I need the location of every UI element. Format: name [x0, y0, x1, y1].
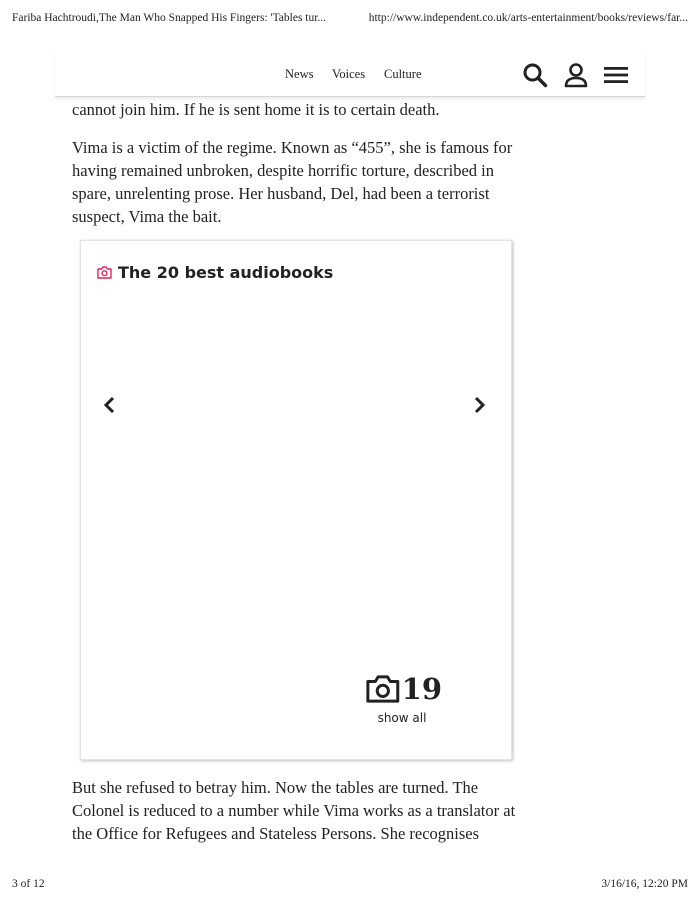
- show-all-link[interactable]: show all: [377, 711, 427, 725]
- user-icon[interactable]: [564, 62, 588, 88]
- gallery-next-arrow[interactable]: [472, 396, 486, 414]
- print-page-count: 3 of 12: [12, 878, 45, 890]
- nav-link-culture[interactable]: Culture: [384, 67, 422, 81]
- gallery-prev-arrow[interactable]: [103, 396, 117, 414]
- article-paragraph-top: cannot join him. If he is sent home it is to certain death.: [72, 100, 440, 119]
- camera-count-icon: [366, 674, 400, 704]
- article-paragraph-2: But she refused to betray him. Now the tables are turned. The Colonel is reduced to a number while Vima works as a translator at the Office for Refugees and Stateless Persons. She recognises: [72, 778, 516, 843]
- search-icon[interactable]: [522, 62, 548, 88]
- print-header: [12, 12, 688, 28]
- print-timestamp: 3/16/16, 12:20 PM: [601, 878, 688, 890]
- gallery-photo-count[interactable]: [366, 673, 442, 705]
- nav-link-news[interactable]: News: [285, 67, 314, 81]
- gallery-title[interactable]: [97, 261, 333, 283]
- menu-icon[interactable]: [603, 62, 629, 88]
- gallery-embed[interactable]: [80, 240, 512, 760]
- photo-count-number: 19: [401, 672, 442, 706]
- article-paragraph-1: Vima is a victim of the regime. Known as “455”, she is famous for having remained unbroken, despite horrific torture, described in spare, unrelenting prose. Her husband, Del, had been a terrorist suspect, Vima the bait.: [72, 138, 513, 226]
- site-navigation: [55, 52, 645, 97]
- print-page-title: Fariba Hachtroudi,The Man Who Snapped His Fingers: 'Tables tur...: [12, 12, 327, 24]
- print-footer: [12, 878, 688, 894]
- gallery-title-text: The 20 best audiobooks: [118, 262, 334, 282]
- print-url: http://www.independent.co.uk/arts-entertainment/books/reviews/far...: [368, 12, 688, 24]
- nav-link-voices[interactable]: Voices: [332, 67, 366, 81]
- camera-icon: [97, 266, 112, 279]
